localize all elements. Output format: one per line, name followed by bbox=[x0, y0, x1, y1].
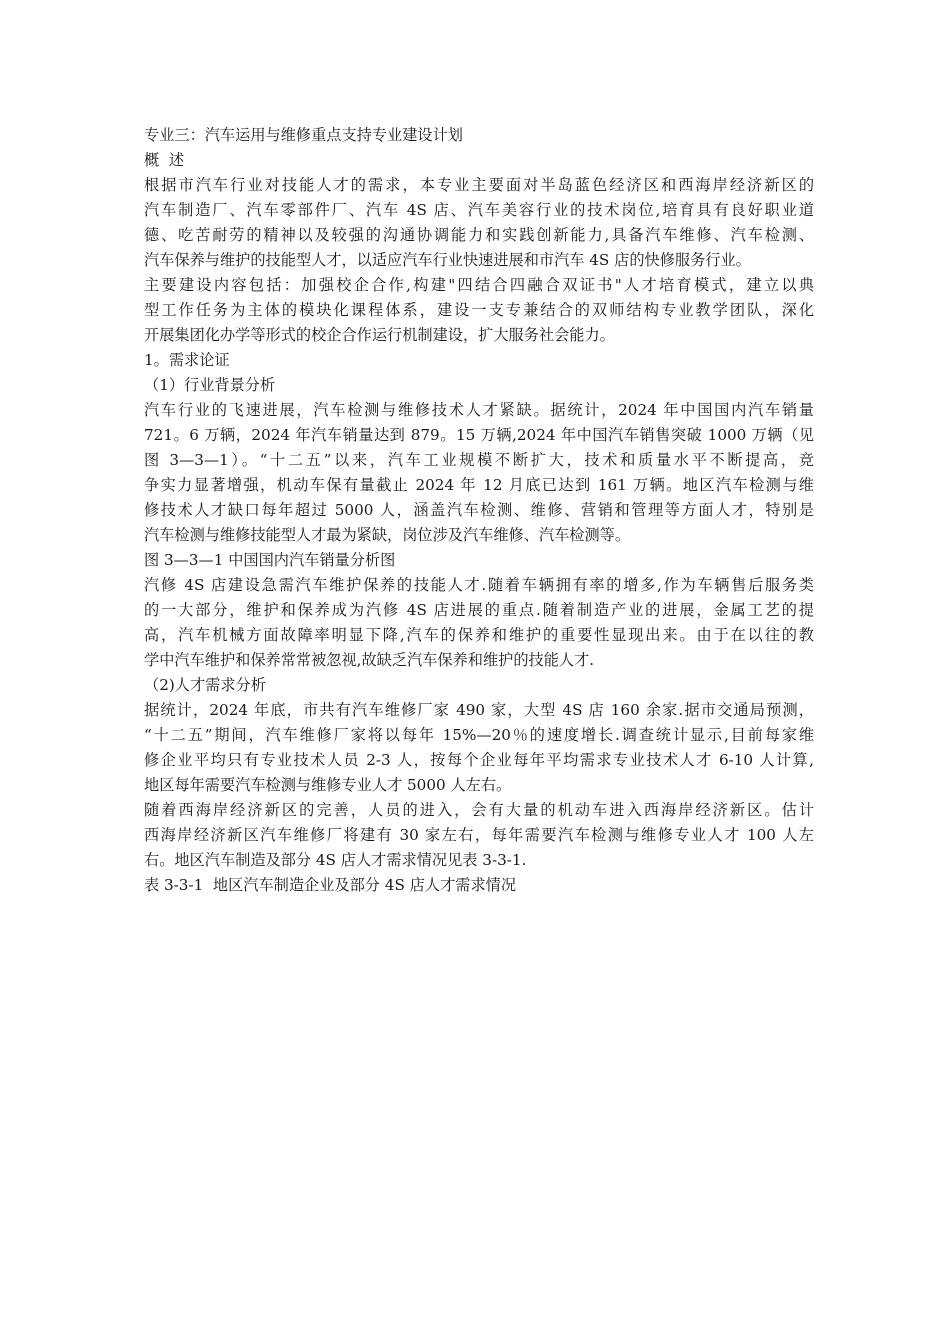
paragraph-line: 型工作任务为主体的模块化课程体系，建设一支专兼结合的双师结构专业教学团队，深化 bbox=[144, 301, 814, 319]
table-caption: 表 3-3-1 地区汽车制造企业及部分 4S 店人才需求情况 bbox=[144, 876, 517, 894]
paragraph-line: 汽车检测与维修技能型人才最为紧缺，岗位涉及汽车维修、汽车检测等。 bbox=[144, 526, 630, 544]
talent-demand-paragraph bbox=[144, 698, 814, 798]
paragraph-line: 汽车制造厂、汽车零部件厂、汽车 4S 店、汽车美容行业的技术岗位,培育具有良好职业道 bbox=[144, 201, 814, 219]
paragraph-line: 修技术人才缺口每年超过 5000 人，涵盖汽车检测、维修、营销和管理等方面人才，特别是 bbox=[144, 501, 814, 519]
paragraph-line: 修企业平均只有专业技术人员 2-3 人，按每个企业每年平均需求专业技术人才 6-10 人计算, bbox=[144, 751, 814, 769]
paragraph-line: 汽车行业的飞速进展，汽车检测与维修技术人才紧缺。据统计，2024 年中国国内汽车销量 bbox=[144, 401, 814, 419]
paragraph-line: 右。地区汽车制造及部分 4S 店人才需求情况见表 3-3-1. bbox=[144, 851, 527, 869]
paragraph-line: 争实力显著增强，机动车保有量截止 2024 年 12 月底已达到 161 万辆。地区汽车检测与维 bbox=[144, 476, 814, 494]
paragraph-line: 汽修 4S 店建设急需汽车维护保养的技能人才.随着车辆拥有率的增多,作为车辆售后服务类 bbox=[144, 576, 814, 594]
paragraph-line: 学中汽车维护和保养常常被忽视,故缺乏汽车保养和维护的技能人才. bbox=[144, 651, 595, 669]
paragraph-line: 据统计，2024 年底，市共有汽车维修厂家 490 家，大型 4S 店 160 余家.据市交通局预测， bbox=[144, 701, 814, 719]
construction-paragraph bbox=[144, 273, 814, 348]
section1-heading: 1。需求论证 bbox=[144, 351, 230, 369]
figure-caption: 图 3—3—1 中国国内汽车销量分析图 bbox=[144, 551, 396, 569]
overview-heading: 概 述 bbox=[144, 151, 185, 169]
paragraph-line: 高，汽车机械方面故障率明显下降,汽车的保养和维护的重要性显现出来。由于在以往的教 bbox=[144, 626, 814, 644]
west-coast-paragraph bbox=[144, 798, 814, 873]
paragraph-line: 地区每年需要汽车检测与维修专业人才 5000 人左右。 bbox=[144, 776, 512, 794]
document-title: 专业三：汽车运用与维修重点支持专业建设计划 bbox=[144, 126, 463, 144]
paragraph-line: “十二五”期间，汽车维修厂家将以每年 15%—20％的速度增长.调查统计显示,目前每家维 bbox=[144, 726, 814, 744]
paragraph-line: 西海岸经济新区汽车维修厂将建有 30 家左右，每年需要汽车检测与维修专业人才 100 人左 bbox=[144, 826, 814, 844]
paragraph-line: 根据市汽车行业对技能人才的需求，本专业主要面对半岛蓝色经济区和西海岸经济新区的 bbox=[144, 176, 814, 194]
paragraph-line: 随着西海岸经济新区的完善，人员的进入，会有大量的机动车进入西海岸经济新区。估计 bbox=[144, 801, 814, 819]
paragraph-line: 图 3—3—1）。“十二五”以来，汽车工业规模不断扩大，技术和质量水平不断提高，竞 bbox=[144, 451, 814, 469]
sub2-heading: （2)人才需求分析 bbox=[144, 676, 266, 694]
industry-background-paragraph bbox=[144, 398, 814, 548]
paragraph-line: 的一大部分，维护和保养成为汽修 4S 店进展的重点.随着制造产业的进展，金属工艺的提 bbox=[144, 601, 814, 619]
paragraph-line: 主要建设内容包括：加强校企合作,构建"四结合四融合双证书"人才培育模式，建立以典 bbox=[144, 276, 814, 294]
paragraph-line: 721。6 万辆，2024 年汽车销量达到 879。15 万辆,2024 年中国汽车销售突破 1000 万辆（见 bbox=[144, 426, 814, 444]
paragraph-line: 汽车保养与维护的技能型人才，以适应汽车行业快速进展和市汽车 4S 店的快修服务行业。 bbox=[144, 251, 751, 269]
paragraph-line: 德、吃苦耐劳的精神以及较强的沟通协调能力和实践创新能力,具备汽车维修、汽车检测、 bbox=[144, 226, 814, 244]
paragraph-line: 开展集团化办学等形式的校企合作运行机制建设，扩大服务社会能力。 bbox=[144, 326, 615, 344]
overview-paragraph bbox=[144, 173, 814, 273]
sub1-heading: （1）行业背景分析 bbox=[144, 376, 276, 394]
document-page bbox=[144, 123, 814, 898]
repair-shop-paragraph bbox=[144, 573, 814, 673]
